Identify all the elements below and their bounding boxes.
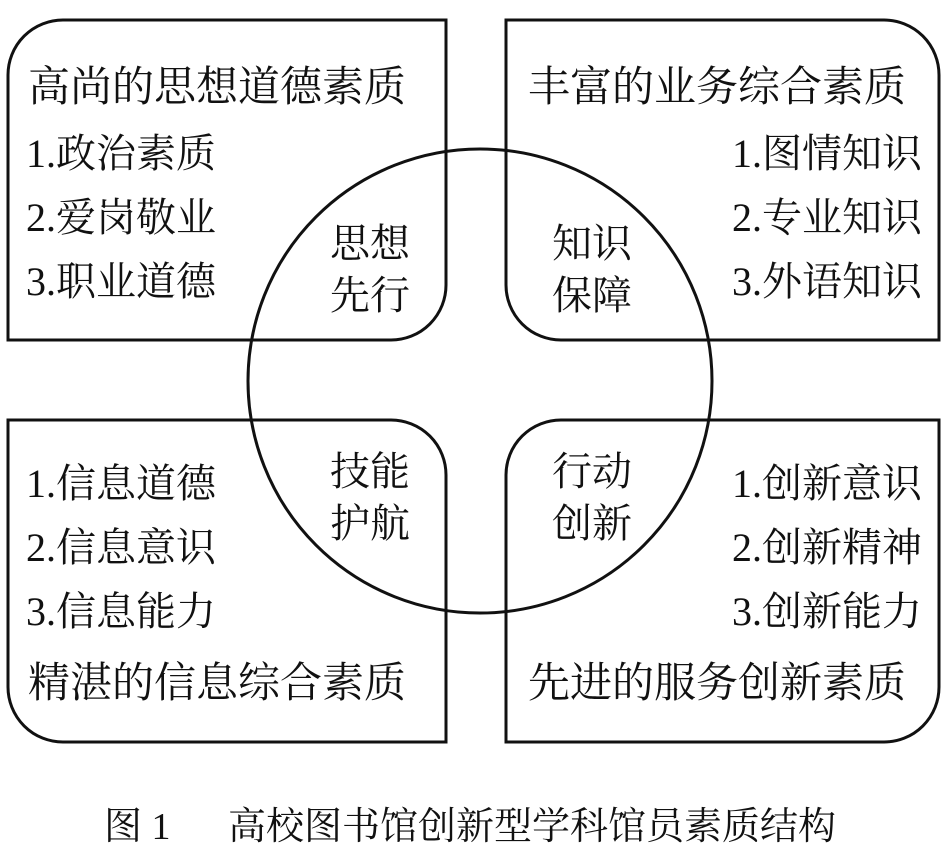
center-label-bottom-left-line2: 护航 (330, 501, 410, 547)
item-top-right-3: 3.外语知识 (732, 259, 922, 304)
title-bottom-left: 精湛的信息综合素质 (28, 658, 407, 707)
center-label-top-right-line1: 知识 (552, 221, 632, 267)
figure-caption-text: 高校图书馆创新型学科馆员素质结构 (228, 806, 837, 848)
item-top-right-2: 2.专业知识 (732, 195, 922, 240)
center-label-top-left-line2: 先行 (330, 273, 410, 319)
item-bottom-right-2: 2.创新精神 (732, 525, 922, 570)
title-bottom-right: 先进的服务创新素质 (528, 658, 907, 707)
title-top-left: 高尚的思想道德素质 (28, 62, 407, 111)
item-bottom-right-1: 1.创新意识 (732, 461, 922, 506)
center-label-bottom-right (540, 446, 644, 550)
item-bottom-right-3: 3.创新能力 (732, 589, 922, 634)
center-label-top-left (318, 218, 422, 322)
item-top-left-2: 2.爱岗敬业 (26, 195, 216, 240)
center-label-bottom-left-line1: 技能 (330, 449, 410, 495)
center-label-top-right (540, 218, 644, 322)
item-bottom-left-1: 1.信息道德 (26, 461, 216, 506)
item-top-right-1: 1.图情知识 (732, 131, 922, 176)
item-bottom-left-2: 2.信息意识 (26, 525, 216, 570)
item-top-left-1: 1.政治素质 (26, 131, 216, 176)
center-label-top-left-line1: 思想 (330, 221, 410, 267)
center-label-bottom-right-line1: 行动 (552, 449, 632, 495)
center-label-top-right-line2: 保障 (552, 273, 632, 319)
item-top-left-3: 3.职业道德 (26, 259, 216, 304)
item-bottom-left-3: 3.信息能力 (26, 589, 216, 634)
figure-caption (104, 808, 836, 846)
figure-number: 图 1 (104, 806, 171, 848)
title-top-right: 丰富的业务综合素质 (528, 62, 907, 111)
center-label-bottom-right-line2: 创新 (552, 501, 632, 547)
center-label-bottom-left (318, 446, 422, 550)
